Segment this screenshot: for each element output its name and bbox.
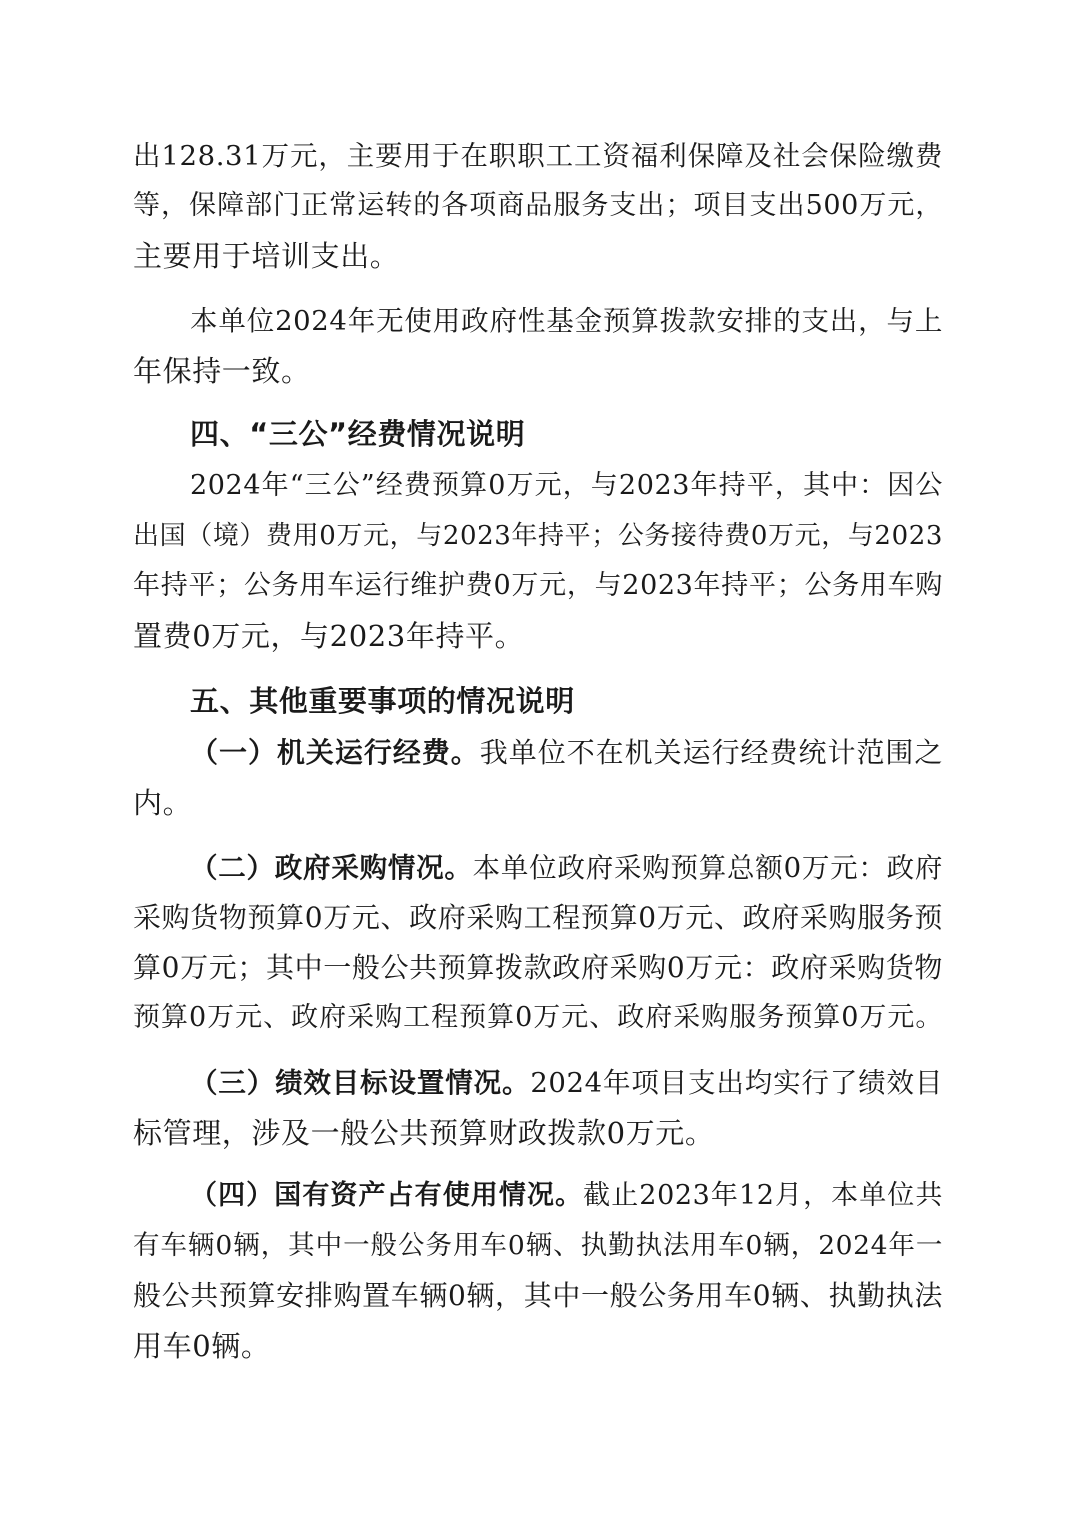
item-label: （三）绩效目标设置情况。 [190,1067,531,1099]
paragraph-line [190,1178,943,1214]
paragraph-line: 般公共预算安排购置车辆0辆，其中一般公务用车0辆、执勤执法 [133,1279,943,1312]
paragraph-line: 置费0万元，与2023年持平。 [133,619,525,653]
paragraph-line: 出国（境）费用0万元，与2023年持平；公务接待费0万元，与2023 [133,521,943,551]
item-label: （一）机关运行经费。 [190,736,480,769]
paragraph-line [190,735,943,771]
paragraph-line: 有车辆0辆，其中一般公务用车0辆、执勤执法用车0辆，2024年一 [133,1230,943,1261]
paragraph-line: 预算0万元、政府采购工程预算0万元、政府采购服务预算0万元。 [133,1002,943,1033]
paragraph-line [190,1065,943,1101]
paragraph-line: 采购货物预算0万元、政府采购工程预算0万元、政府采购服务预 [133,901,943,934]
paragraph-line: 标管理，涉及一般公共预算财政拨款0万元。 [133,1116,715,1150]
section-heading: 四、“三公”经费情况说明 [190,417,526,451]
paragraph-line: 等，保障部门正常运转的各项商品服务支出；项目支出500万元， [133,190,943,221]
paragraph-line [190,850,943,886]
paragraph-line: 年持平；公务用车运行维护费0万元，与2023年持平；公务用车购 [133,570,943,601]
item-text: 2024年项目支出均实行了绩效目 [530,1067,943,1099]
item-label: （二）政府采购情况。 [190,852,473,884]
paragraph-line: 用车0辆。 [133,1329,271,1363]
paragraph-line: 年保持一致。 [133,354,311,388]
paragraph-line: 2024年“三公”经费预算0万元，与2023年持平，其中：因公 [190,470,943,501]
section-heading: 五、其他重要事项的情况说明 [190,684,575,718]
paragraph-line: 内。 [133,786,193,820]
item-text: 我单位不在机关运行经费统计范围之 [479,736,943,769]
item-text: 截止2023年12月，本单位共 [583,1180,943,1211]
paragraph-line: 算0万元；其中一般公共预算拨款政府采购0万元：政府采购货物 [133,951,943,984]
item-label: （四）国有资产占有使用情况。 [190,1180,584,1211]
item-text: 本单位政府采购预算总额0万元：政府 [472,852,943,884]
paragraph-line: 主要用于培训支出。 [133,239,400,273]
paragraph-line: 本单位2024年无使用政府性基金预算拨款安排的支出，与上 [190,305,943,337]
paragraph-line: 出128.31万元，主要用于在职职工工资福利保障及社会保险缴费 [133,140,943,172]
